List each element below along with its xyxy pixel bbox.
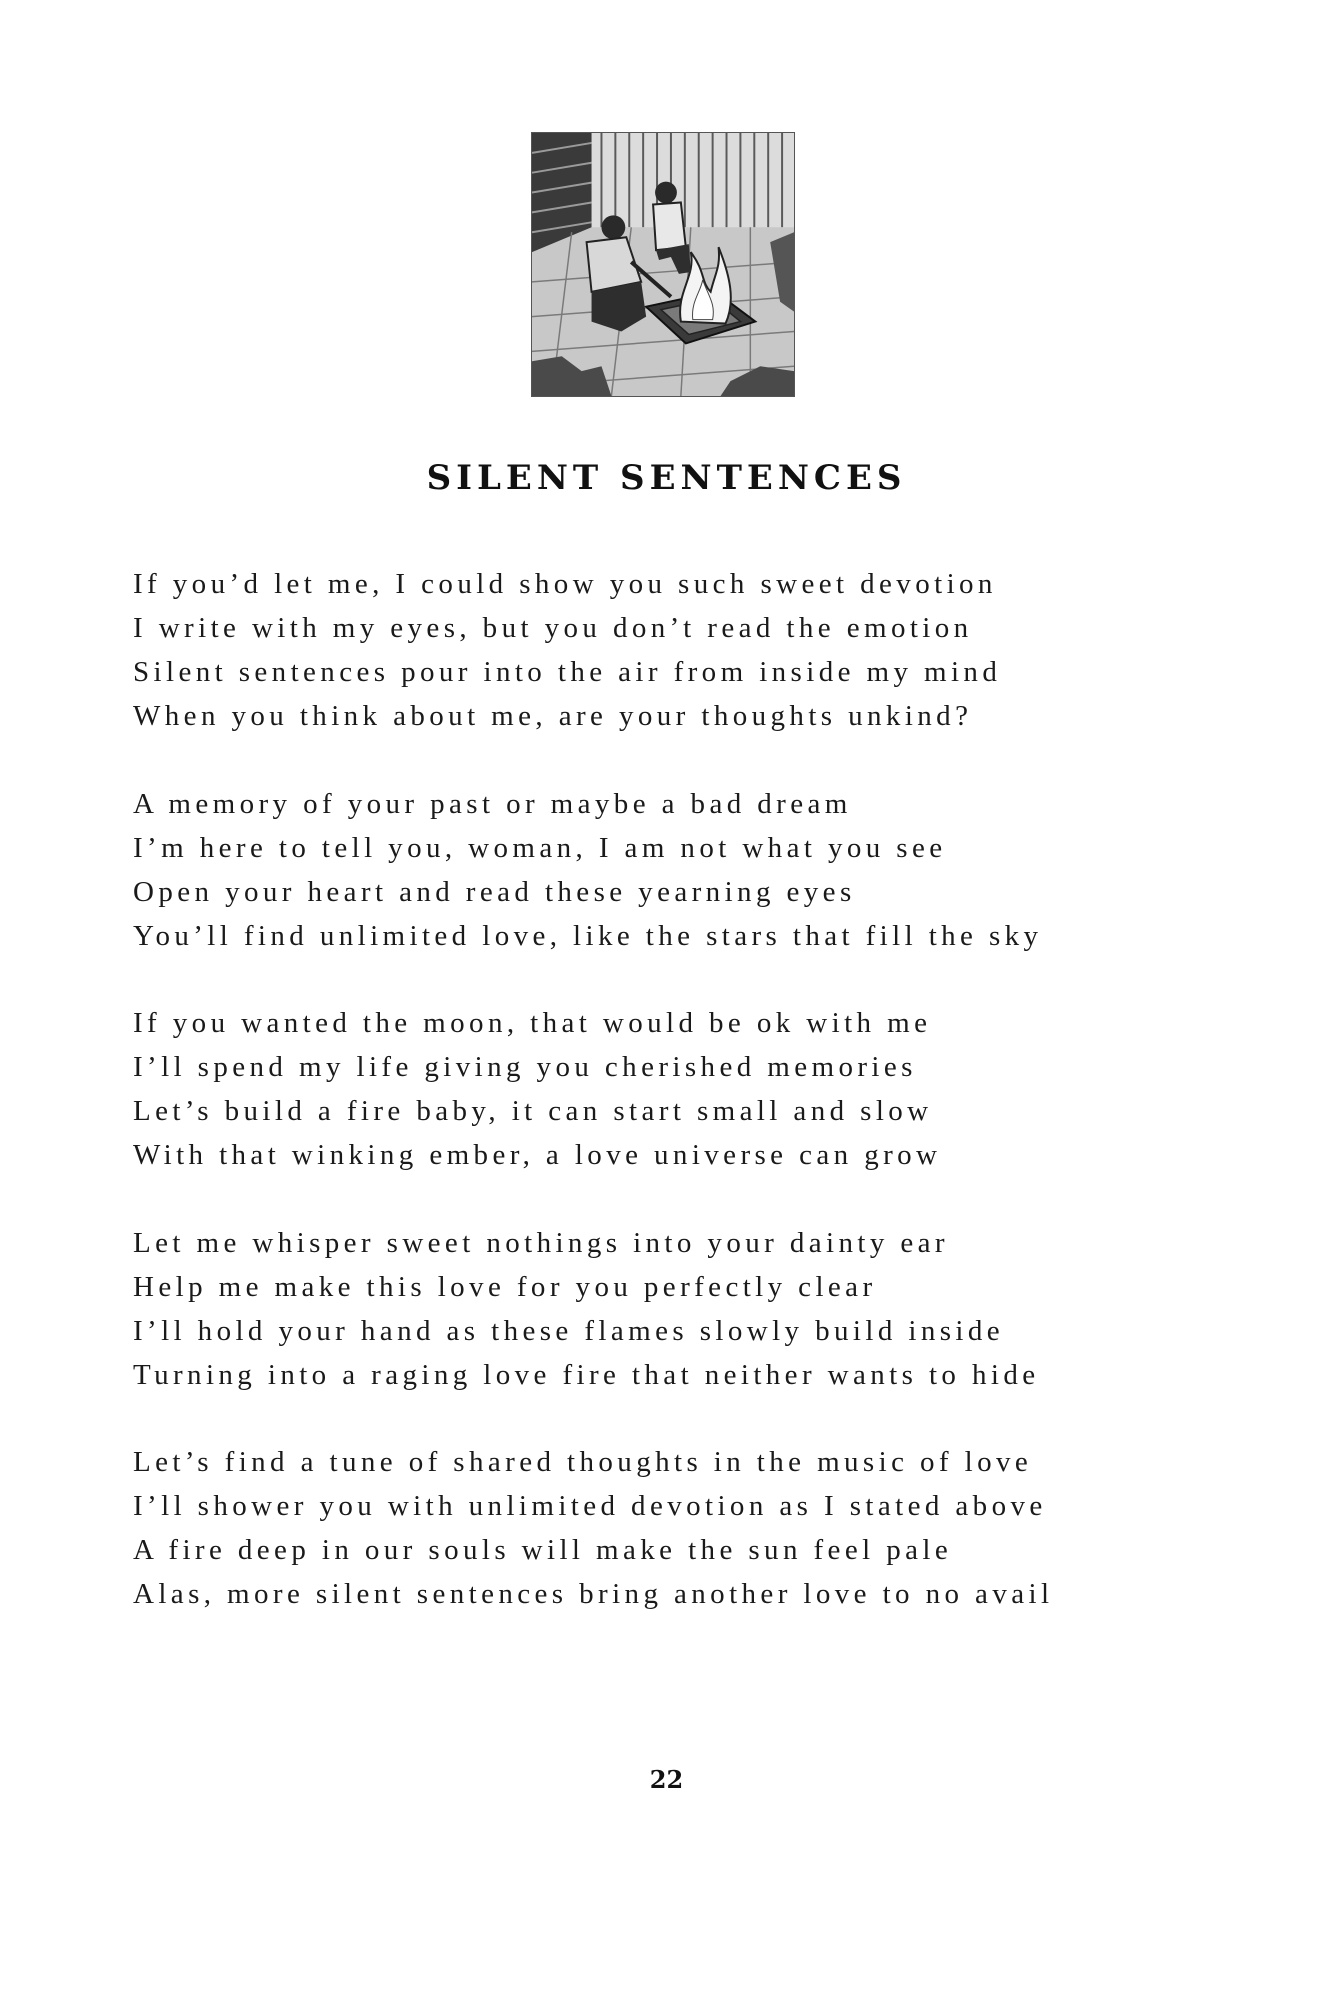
poem-line: If you wanted the moon, that would be ok with me	[133, 1007, 932, 1039]
poem-line: A fire deep in our souls will make the sun feel pale	[133, 1534, 953, 1566]
poem-line: Help me make this love for you perfectly clear	[133, 1270, 877, 1303]
poem-line: I’m here to tell you, woman, I am not what you see	[133, 831, 947, 864]
poem-line: Silent sentences pour into the air from inside my mind	[133, 656, 1002, 688]
poem-line: I’ll shower you with unlimited devotion as I stated above	[133, 1490, 1047, 1522]
poem-line: A memory of your past or maybe a bad dream	[133, 787, 852, 820]
poem-line: Let’s build a fire baby, it can start small and slow	[133, 1095, 933, 1127]
poem-line: If you’d let me, I could show you such sweet devotion	[133, 568, 997, 600]
stanza	[133, 1221, 1213, 1397]
poem-line: I write with my eyes, but you don’t read the emotion	[133, 612, 973, 644]
poem-line: Let me whisper sweet nothings into your dainty ear	[133, 1226, 949, 1259]
stanza	[133, 782, 1213, 958]
stanza	[133, 1440, 1213, 1616]
poem-title: SILENT SENTENCES	[426, 458, 907, 498]
stanza	[133, 1001, 1213, 1177]
poem-line: I’ll hold your hand as these flames slowly build inside	[133, 1314, 1005, 1347]
page-number: 22	[649, 1765, 684, 1794]
bonfire-couple-illustration	[531, 132, 795, 397]
poem-line: When you think about me, are your thoughts unkind?	[133, 700, 973, 732]
poem-line: I’ll spend my life giving you cherished memories	[133, 1051, 917, 1083]
poem-line: You’ll find unlimited love, like the stars that fill the sky	[133, 919, 1043, 952]
poem-line: With that winking ember, a love universe can grow	[133, 1139, 942, 1171]
poem-line: Turning into a raging love fire that neither wants to hide	[133, 1358, 1040, 1391]
stanza	[133, 562, 1213, 738]
illustration-drawing	[532, 133, 794, 396]
poem-body	[133, 562, 1213, 1660]
poem-line: Alas, more silent sentences bring another love to no avail	[133, 1578, 1054, 1610]
poem-line: Let’s find a tune of shared thoughts in the music of love	[133, 1446, 1033, 1478]
poem-line: Open your heart and read these yearning eyes	[133, 875, 856, 908]
